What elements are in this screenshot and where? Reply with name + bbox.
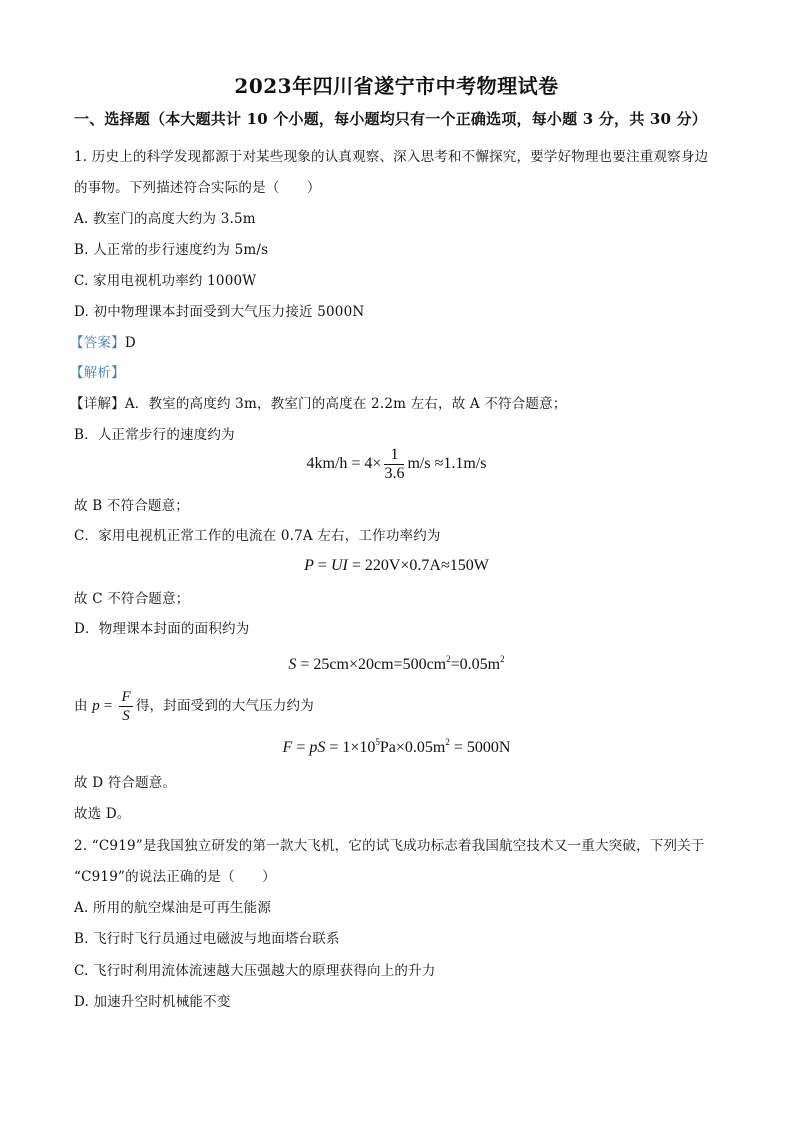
- detail-a-text: A．教室的高度约 3m，教室门的高度在 2.2m 左右，故 A 不符合题意；: [124, 396, 567, 412]
- q1-stem-line1: 1. 历史上的科学发现都源于对某些现象的认真观察、深入思考和不懈探究，要学好物理也要注重观察身边: [74, 149, 709, 165]
- document-title: 2023年四川省遂宁市中考物理试卷: [234, 74, 559, 98]
- q1-detail-d-mid: 由 p = $\frac{F}{S}$ 得，封面受到的大气压力约为: [74, 689, 314, 724]
- q2-option-a: A. 所用的航空煤油是可再生能源: [74, 900, 272, 916]
- q2-option-b: B. 飞行时飞行员通过电磁波与地面塔台联系: [74, 931, 340, 947]
- formula-speed: [0, 446, 793, 483]
- fraction-1-over-3.6: $\frac{1}{3.6}$: [384, 446, 405, 482]
- analysis-tag: 【解析】: [70, 365, 125, 381]
- q1-option-c: C. 家用电视机功率约 1000W: [74, 273, 257, 289]
- formula-speed-rhs: m/s ≈1.1m/s: [407, 455, 487, 473]
- formula-area: $S = 25cm\times 20cm=500cm^2=0.05m^2$: [288, 654, 505, 673]
- section-heading: 一、选择题（本大题共计 10 个小题，每小题均只有一个正确选项，每小题 3 分，共 30 分）: [74, 110, 707, 128]
- q1-option-d: D. 初中物理课本封面受到大气压力接近 5000N: [74, 304, 365, 320]
- q1-detail-d-intro: D．物理课本封面的面积约为: [74, 621, 250, 637]
- q2-stem-line2: “C919”的说法正确的是（ ）: [74, 869, 276, 885]
- q1-final-answer: 故选 D。: [74, 806, 131, 822]
- q1-detail-c-conclusion: 故 C 不符合题意；: [74, 591, 190, 607]
- fraction-F-over-S: $\frac{F}{S}$: [121, 689, 131, 724]
- q2-stem-line1: 2. “C919”是我国独立研发的第一款大飞机，它的试飞成功标志着我国航空技术又一重大突破，下列关于: [74, 838, 705, 854]
- q1-answer: [70, 334, 136, 352]
- q1-stem-line2: 的事物。下列描述符合实际的是（ ）: [74, 180, 321, 196]
- q1-detail-b-conclusion: 故 B 不符合题意；: [74, 498, 190, 514]
- detail-tag: 【详解】: [70, 396, 125, 412]
- q1-option-a: A. 教室门的高度大约为 3.5m: [74, 211, 256, 227]
- formula-speed-lhs: 4km/h = 4×: [306, 455, 382, 473]
- q2-option-c: C. 飞行时利用流体流速越大压强越大的原理获得向上的升力: [74, 963, 436, 979]
- formula-power: P = UI = 220V×0.7A≈150W: [304, 557, 489, 574]
- q1-detail-a: [70, 395, 567, 413]
- answer-value: D: [124, 335, 136, 351]
- q1-detail-d-conclusion: 故 D 符合题意。: [74, 775, 177, 791]
- formula-force: F = pS = $1\times 10^5Pa\times 0.05m^2 = 5000N$: [282, 737, 511, 756]
- answer-tag: 【答案】: [70, 335, 125, 351]
- q1-option-b: B. 人正常的步行速度约为 5m/s: [74, 242, 269, 258]
- q1-analysis: [70, 364, 125, 382]
- q2-option-d: D. 加速升空时机械能不变: [74, 994, 231, 1010]
- q1-detail-c-intro: C．家用电视机正常工作的电流在 0.7A 左右，工作功率约为: [74, 528, 441, 544]
- q1-detail-b-intro: B．人正常步行的速度约为: [74, 427, 235, 443]
